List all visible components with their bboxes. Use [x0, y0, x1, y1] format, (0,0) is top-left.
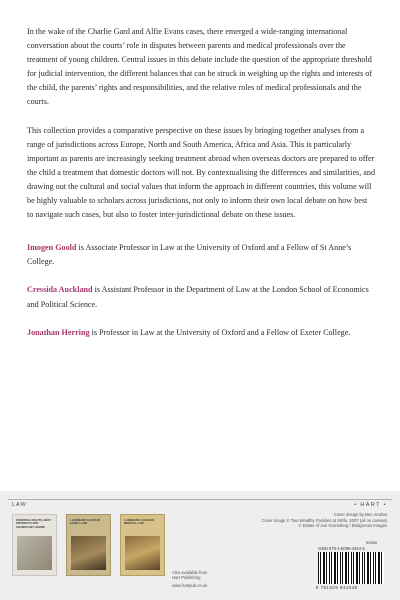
related-book-cover [12, 514, 57, 576]
related-book-title: PARENTAL RIGHTS, BEST INTERESTS AND SIGNIFICANT HARMS [16, 518, 52, 529]
blurb-paragraph: This collection provides a comparative perspective on these issues by bringing together analyses from a range of jurisdictions across Europe, North and South America, Africa and Asia. This is particularly important as parents are increasingly seeking treatment abroad when overseas doctors are prepared to offer the child a treatment that domestic doctors will not. By contextualising the differences and similarities, and drawing out the cultural and social values that inform the approach in different countries, this volume will be highly valuable to scholars across jurisdictions, not only to inform their own local debate on how best to navigate such cases, but also to foster inter-jurisdictional debate on these issues. [27, 125, 376, 220]
related-book-title: LANDMARK CASES IN MEDICAL LAW [124, 518, 155, 526]
credit-line: Cover design by Ben Anslow [333, 512, 387, 517]
editor-bio [27, 241, 375, 269]
publisher-logo: • HART • [354, 502, 387, 508]
editor-bio-text: is Professor in Law at the University of Oxford and a Fellow of Exeter College. [89, 327, 351, 337]
also-available [172, 570, 207, 588]
cover-artwork [17, 536, 52, 570]
editor-bio-text: is Associate Professor in Law at the University of Oxford and a Fellow of St Anne’s College. [27, 243, 352, 267]
cover-artwork [71, 536, 106, 570]
editor-name: Imogen Goold [27, 243, 77, 253]
blurb-paragraph: In the wake of the Charlie Gard and Alfie Evans cases, there emerged a wide-ranging international conversation about the courts’ role in disputes between parents and medical professionals over the treatment of young children. Central issues in this debate include the question of the appropriate threshold for judicial intervention, the different balances that can be struck in weighing up the rights and interests of the child, the parents’ rights and responsibilities, and the relative roles of medical professionals and the courts. [27, 27, 373, 107]
barcode-addon: 99300 [366, 540, 378, 545]
blurb [27, 25, 375, 354]
isbn: ISBN 978-1-5099-4454-5 [318, 546, 365, 551]
also-available-line: Also available from [172, 570, 208, 575]
cover-artwork [125, 536, 160, 570]
footer-divider [8, 499, 392, 500]
subject-label: LAW [12, 502, 27, 508]
credit-line: Cover image © Two Wealthy Families at Strife, 2007 (oil on canvas) [261, 517, 387, 523]
barcode-digits: 9 781509 944545 [316, 585, 358, 590]
credit-line: © Estate of Jan Groneberg / Bridgeman Images [298, 523, 387, 529]
related-book-cover [120, 514, 165, 576]
related-book-cover [66, 514, 111, 576]
also-available-line: Hart Publishing [172, 575, 201, 581]
editor-bio [27, 326, 375, 340]
related-book-title: LANDMARK CASES IN FAMILY LAW [70, 518, 101, 526]
editor-bio-text: is Assistant Professor in the Department of Law at the London School of Economics and Political Science. [27, 285, 369, 309]
editor-name: Cressida Auckland [27, 285, 93, 295]
barcode [318, 552, 384, 584]
cover-credits [217, 512, 387, 529]
editor-name: Jonathan Herring [27, 327, 90, 337]
publisher-website: www.hartpub.co.uk [172, 582, 208, 588]
editor-bio [27, 283, 375, 311]
